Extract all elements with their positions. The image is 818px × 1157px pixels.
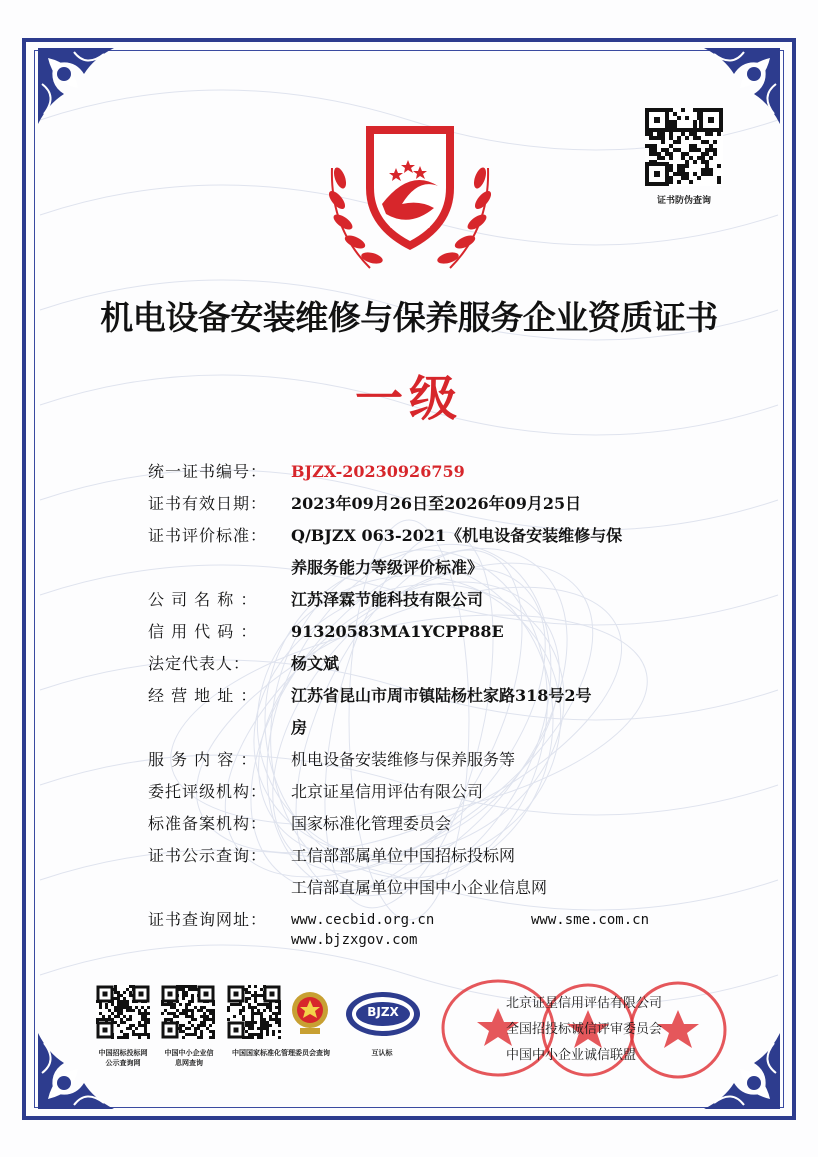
field-row bbox=[148, 648, 708, 680]
field-label: 证书查询网址： bbox=[148, 910, 268, 929]
field-label: 证书公示查询： bbox=[148, 846, 268, 865]
field-row bbox=[148, 488, 708, 520]
business-address: 江苏省昆山市周市镇陆杨杜家路318号2号 房 bbox=[291, 686, 592, 737]
issuer-name: 北京证星信用评估有限公司 bbox=[506, 996, 663, 1011]
field-label: 经 营 地 址 ： bbox=[148, 686, 258, 705]
public-query-sites: 工信部部属单位中国招标投标网 工信部直属单位中国中小企业信息网 bbox=[291, 846, 548, 897]
field-row bbox=[148, 744, 708, 776]
issuer-name: 中国中小企业诚信联盟 bbox=[506, 1048, 637, 1063]
qr-caption: 证书防伪查询 bbox=[656, 196, 711, 206]
field-label: 标准备案机构： bbox=[148, 814, 268, 833]
field-row bbox=[148, 776, 708, 808]
field-row bbox=[148, 456, 708, 488]
legal-representative: 杨文斌 bbox=[291, 654, 340, 673]
field-row bbox=[148, 904, 708, 950]
certificate-title: 机电设备安装维修与保养服务企业资质证书 bbox=[100, 298, 718, 337]
badge-caption: 互认标 bbox=[371, 1049, 393, 1057]
url-link[interactable]: www.bjzxgov.com bbox=[291, 932, 418, 948]
field-label: 证书评价标准： bbox=[148, 526, 268, 545]
issuer-name: 全国招投标诚信评审委员会 bbox=[506, 1022, 663, 1037]
filing-authority: 国家标准化管理委员会 bbox=[291, 814, 452, 833]
certificate-number: BJZX-20230926759 bbox=[291, 462, 465, 481]
bjzx-badge-text: BJZX bbox=[367, 1005, 399, 1019]
rating-agency: 北京证星信用评估有限公司 bbox=[291, 782, 484, 801]
field-row bbox=[148, 808, 708, 840]
field-label: 信 用 代 码 ： bbox=[148, 622, 258, 641]
field-label: 法定代表人： bbox=[148, 654, 251, 673]
field-row bbox=[148, 520, 708, 584]
qr-caption: 中国中小企业信 息网查询 bbox=[164, 1049, 214, 1067]
company-name: 江苏泽霖节能科技有限公司 bbox=[291, 590, 484, 609]
qr-caption: 中国国家标准化管理委员会查询 bbox=[232, 1049, 330, 1057]
query-urls bbox=[291, 904, 771, 950]
field-label: 证书有效日期： bbox=[148, 494, 268, 513]
qr-code-icon[interactable] bbox=[161, 985, 215, 1039]
url-link[interactable]: www.sme.com.cn bbox=[531, 912, 650, 928]
field-label: 统一证书编号： bbox=[148, 462, 268, 481]
url-link[interactable]: www.cecbid.org.cn bbox=[291, 912, 435, 928]
anti-counterfeit-qr-icon[interactable] bbox=[645, 108, 723, 186]
field-row bbox=[148, 680, 708, 744]
field-row bbox=[148, 584, 708, 616]
field-row bbox=[148, 616, 708, 648]
credit-code: 91320583MA1YCPP88E bbox=[291, 622, 504, 641]
corner-ornament-icon bbox=[34, 44, 118, 128]
certificate-fields bbox=[148, 456, 708, 950]
service-content: 机电设备安装维修与保养服务等 bbox=[291, 750, 516, 769]
evaluation-standard: Q/BJZX 063-2021《机电设备安装维修与保 养服务能力等级评价标准》 bbox=[291, 526, 623, 577]
field-label: 服 务 内 容 ： bbox=[148, 750, 258, 769]
qr-caption: 中国招标投标网 公示查询网 bbox=[98, 1049, 148, 1067]
qr-code-icon[interactable] bbox=[227, 985, 281, 1039]
field-row bbox=[148, 840, 708, 904]
field-label: 公 司 名 称 ： bbox=[148, 590, 258, 609]
certificate-level: 一级 bbox=[354, 371, 463, 427]
shield-laurel-emblem-icon bbox=[310, 108, 510, 278]
field-label: 委托评级机构： bbox=[148, 782, 268, 801]
national-emblem-icon bbox=[288, 988, 332, 1038]
corner-ornament-icon bbox=[34, 1029, 118, 1113]
validity-dates: 2023年09月26日至2026年09月25日 bbox=[291, 494, 582, 513]
qr-code-icon[interactable] bbox=[96, 985, 150, 1039]
